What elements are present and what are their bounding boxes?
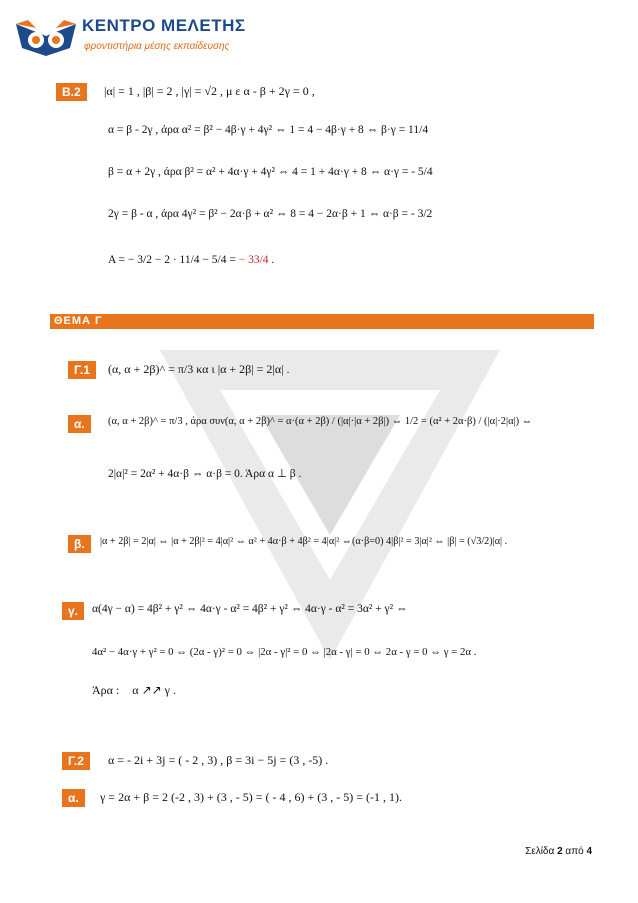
b2-result: − 33/4 (238, 254, 269, 266)
watermark-logo (150, 330, 510, 690)
g1-statement: (α, α + 2β)^ = π/3 κα ι |α + 2β| = 2|α| . (108, 362, 290, 376)
g2-a-line: γ = 2α + β = 2 (-2 , 3) + (3 , - 5) = ( - 4 , 6) + (3 , - 5) = (-1 , 1). (100, 790, 403, 804)
section-label-g2: Γ.2 (62, 752, 90, 770)
section-label-g1: Γ.1 (68, 361, 96, 379)
section-title-theme-g: ΘΕΜΑ Γ (50, 314, 594, 329)
g1-a-line-1: (α, α + 2β)^ = π/3 , άρα συν(α, α + 2β)^ = α·(α + 2β) / (|α|·|α + 2β|) ⇔ 1/2 = (α² + 2α·β) / (|α|·2|α|) ⇔ (108, 416, 533, 427)
brand-tagline: φροντιστήρια μέσης εκπαίδευσης (84, 41, 230, 52)
footer-page-total: 4 (586, 846, 592, 857)
page-footer (525, 846, 592, 857)
g2-part-a-label: α. (62, 789, 85, 807)
section-label-b2: Β.2 (56, 83, 87, 101)
b2-given: |α| = 1 , |β| = 2 , |γ| = √2 , μ ε α - β + 2γ = 0 , (104, 84, 315, 98)
owl-logo-icon (14, 18, 78, 58)
brand-name: ΚΕΝΤΡΟ ΜΕΛΕΤΗΣ (82, 16, 246, 35)
footer-page-word: Σελίδα (525, 846, 555, 857)
g1-part-a-label: α. (68, 415, 91, 433)
g2-statement: α = - 2i + 3j = ( - 2 , 3) , β = 3i − 5j = (3 , -5) . (108, 753, 329, 767)
footer-of-word: από (565, 846, 584, 857)
g1-c-line-3 (92, 683, 176, 698)
g1-c-line-2: 4α² − 4α·γ + γ² = 0 ⇔ (2α - γ)² = 0 ⇔ |2α - γ|² = 0 ⇔ |2α - γ| = 0 ⇔ 2α - γ = 0 ⇔ γ = 2α . (92, 646, 477, 658)
g1-c-conclusion-math: α ↗↗ γ . (132, 683, 176, 697)
g1-b-line: |α + 2β| = 2|α| ⇔ |α + 2β|² = 4|α|² ⇔ α² + 4α·β + 4β² = 4|α|² ⇔(α·β=0) 4|β|² = 3|α|² ⇔ |β| = (√3/2)|α| . (100, 536, 508, 547)
g1-part-b-label: β. (68, 535, 91, 553)
g1-c-conclusion-word: Άρα : (92, 683, 120, 697)
b2-line-4-prefix: A = − 3/2 − 2 · 11/4 − 5/4 = (108, 254, 236, 266)
b2-line-2: β = α + 2γ , άρα β² = α² + 4α·γ + 4γ² ⇔ 4 = 1 + 4α·γ + 8 ⇔ α·γ = - 5/4 (108, 166, 433, 178)
g1-a-line-2: 2|α|² = 2α² + 4α·β ⇔ α·β = 0. Άρα α ⊥ β . (108, 468, 302, 480)
g1-c-line-1: α(4γ − α) = 4β² + γ² ⇔ 4α·γ - α² = 4β² + γ² ⇔ 4α·γ - α² = 3α² + γ² ⇔ (92, 603, 408, 615)
b2-line-4-suffix: . (271, 254, 275, 266)
g1-part-c-label: γ. (62, 602, 84, 620)
b2-line-4 (108, 254, 274, 266)
b2-line-3: 2γ = β - α , άρα 4γ² = β² − 2α·β + α² ⇔ 8 = 4 − 2α·β + 1 ⇔ α·β = - 3/2 (108, 208, 433, 220)
footer-page-number: 2 (557, 846, 563, 857)
b2-line-1: α = β - 2γ , άρα α² = β² − 4β·γ + 4γ² ⇔ 1 = 4 − 4β·γ + 8 ⇔ β·γ = 11/4 (108, 124, 429, 136)
